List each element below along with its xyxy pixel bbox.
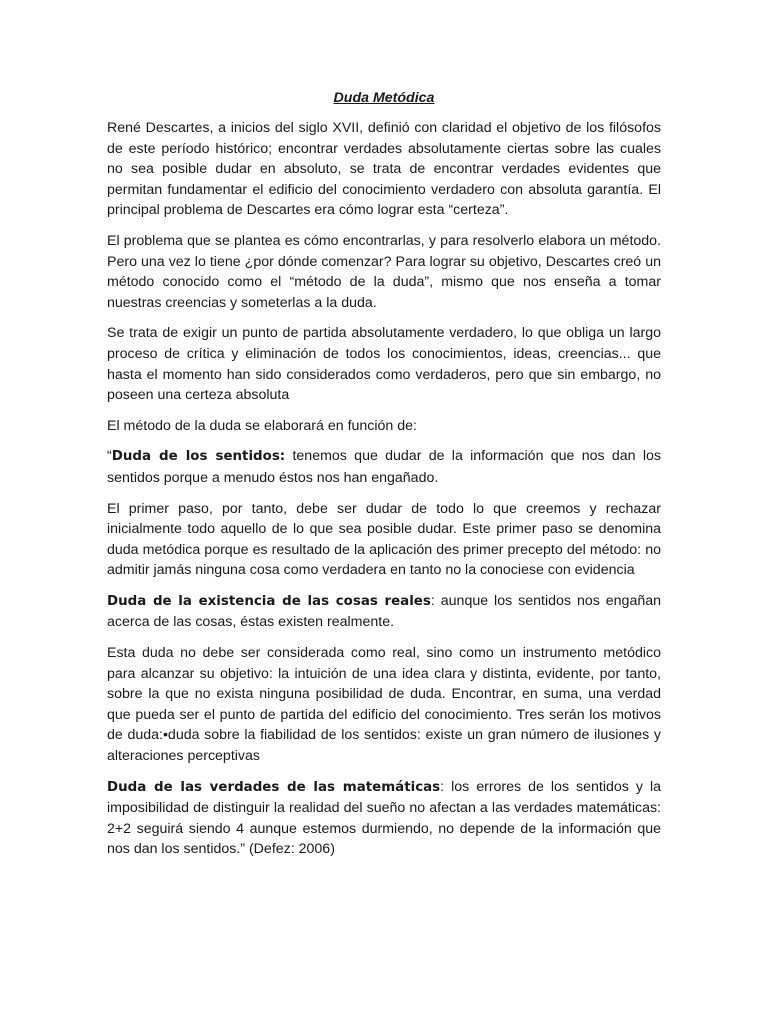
paragraph-9-text: : los errores de los sentidos y la imposibilidad de distinguir la realidad del sueño no afectan a las verdades matemáticas: 2+2 seguirá siendo 4 aunque estemos durmiendo, no depende de la información que nos dan los sentidos.” (Defez: 2006) bbox=[107, 778, 661, 858]
paragraph-5-text: tenemos que dudar de la información que nos dan los sentidos porque a menudo éstos nos han engañado. bbox=[107, 448, 661, 486]
paragraph-5 bbox=[107, 446, 661, 488]
term-duda-matematicas: Duda de las verdades de las matemáticas bbox=[107, 779, 441, 795]
paragraph-7 bbox=[107, 591, 661, 633]
paragraph-1: René Descartes, a inicios del siglo XVII, definió con claridad el objetivo de los filósofos de este período histórico; encontrar verdades absolutamente ciertas sobre las cuales no sea posible dudar en absoluto, se trata de encontrar verdades evidentes que permitan fundamentar el edificio del conocimiento verdadero con absoluta garantía. El principal problema de Descartes era cómo lograr esta “certeza”. bbox=[107, 120, 661, 219]
document-body bbox=[107, 88, 661, 870]
paragraph-3: Se trata de exigir un punto de partida absolutamente verdadero, lo que obliga un largo proceso de crítica y eliminación de todos los conocimientos, ideas, creencias... que hasta el momento han sido considerados como verdaderos, pero que sin embargo, no poseen una certeza absoluta bbox=[107, 325, 661, 404]
paragraph-6: El primer paso, por tanto, debe ser dudar de todo lo que creemos y rechazar inicialmente todo aquello de lo que sea posible dudar. Este primer paso se denomina duda metódica porque es resultado de la aplicación des primer precepto del método: no admitir jamás ninguna cosa como verdadera en tanto no la conociese con evidencia bbox=[107, 500, 661, 579]
term-duda-sentidos: Duda de los sentidos: bbox=[111, 449, 286, 465]
open-quote: “ bbox=[107, 448, 112, 465]
paragraph-4: El método de la duda se elaborará en función de: bbox=[107, 417, 417, 434]
paragraph-7-text: : aunque los sentidos nos engañan acerca de las cosas, éstas existen realmente. bbox=[107, 592, 662, 631]
paragraph-2: El problema que se plantea es cómo encontrarlas, y para resolverlo elabora un método. Pero una vez lo tiene ¿por dónde comenzar? Para lograr su objetivo, Descartes creó un método conocido como el “método de la duda”, mismo que nos enseña a tomar nuestras creencias y someterlas a la duda. bbox=[107, 232, 661, 311]
paragraph-8: Esta duda no debe ser considerada como real, sino como un instrumento metódico para alcanzar su objetivo: la intuición de una idea clara y distinta, evidente, por tanto, sobre la que no exista ninguna posibilidad de duda. Encontrar, en suma, una verdad que pueda ser el punto de partida del edificio del conocimiento. Tres serán los motivos de duda:•duda sobre la fiabilidad de los sentidos: existe un gran número de ilusiones y alteraciones perceptivas bbox=[107, 645, 661, 765]
paragraph-9 bbox=[107, 777, 661, 860]
page-title: Duda Metódica bbox=[333, 90, 435, 106]
term-duda-cosas-reales: Duda de la existencia de las cosas reales bbox=[107, 593, 431, 609]
